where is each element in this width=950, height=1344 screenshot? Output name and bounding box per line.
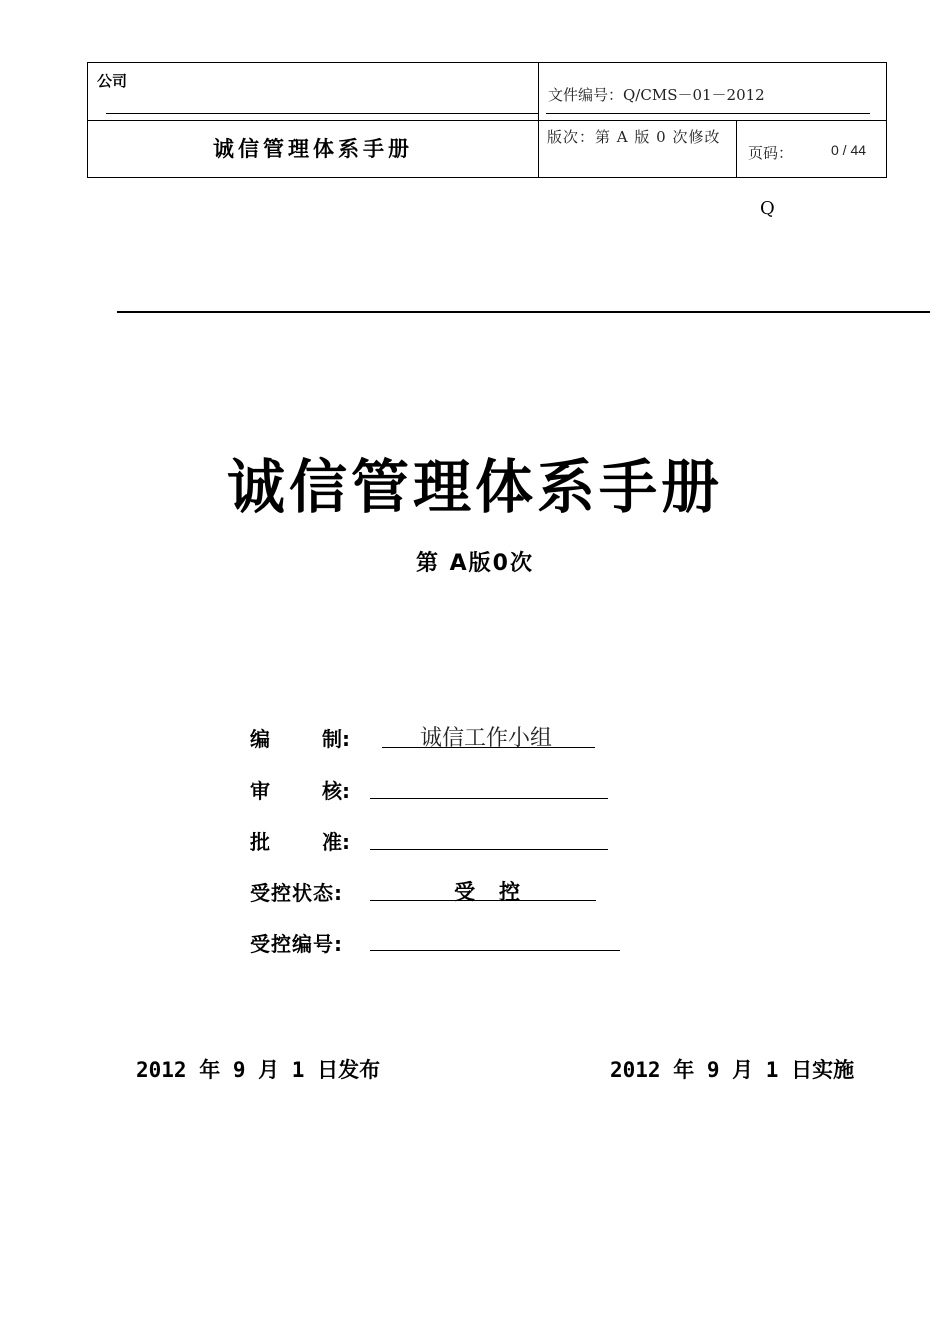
control-status-value: 受控 xyxy=(454,880,544,904)
page-number: 0 / 44 xyxy=(831,142,867,158)
cover-title: 诚信管理体系手册 xyxy=(226,453,723,521)
effective-date: 2012 年 9 月 1 日实施 xyxy=(610,1058,855,1082)
reviewer-label-b: 核: xyxy=(322,779,350,803)
cover-edition: 第 A版0次 xyxy=(416,551,534,576)
document-number: 文件编号：Q/CMS－01－2012 xyxy=(548,86,765,104)
header-column-divider xyxy=(538,63,539,177)
control-number-underline xyxy=(370,950,620,951)
approver-label-b: 准: xyxy=(322,830,350,854)
reviewer-underline xyxy=(370,798,608,799)
header-row-divider xyxy=(88,120,886,121)
header-edition: 版次：第 A 版 0 次修改 xyxy=(547,128,721,146)
page-label: 页码： xyxy=(748,144,794,162)
control-number-label: 受控编号: xyxy=(250,932,343,956)
control-status-underline xyxy=(370,900,596,901)
header-table xyxy=(87,62,887,178)
approver-underline xyxy=(370,849,608,850)
editor-value: 诚信工作小组 xyxy=(420,726,553,751)
control-status-label: 受控状态: xyxy=(250,881,343,905)
company-underline xyxy=(106,113,538,114)
header-title: 诚信管理体系手册 xyxy=(213,137,413,161)
release-date: 2012 年 9 月 1 日发布 xyxy=(136,1058,381,1082)
horizontal-rule xyxy=(117,311,930,313)
reviewer-label-a: 审 xyxy=(250,779,270,803)
document-number-underline xyxy=(546,113,870,114)
editor-underline xyxy=(382,747,595,748)
company-name: 公司 xyxy=(97,72,128,90)
editor-label-b: 制: xyxy=(322,727,350,751)
q-mark: Q xyxy=(760,198,775,219)
approver-label-a: 批 xyxy=(250,830,270,854)
editor-label-a: 编 xyxy=(250,727,270,751)
